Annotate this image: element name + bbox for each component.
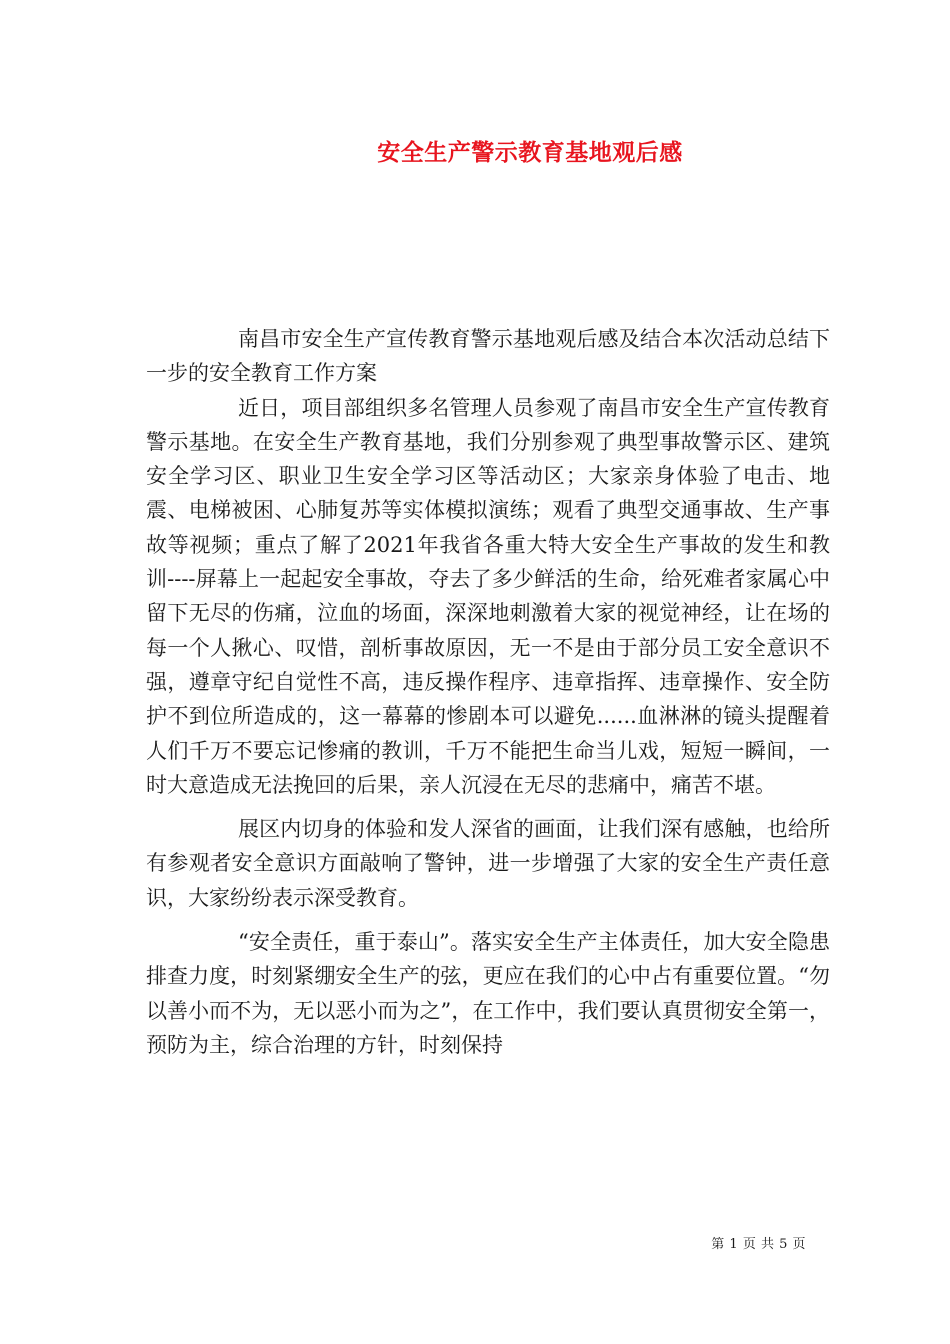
page-number-footer: 第 1 页 共 5 页 xyxy=(711,1237,806,1252)
paragraph-visit: 近日，项目部组织多名管理人员参观了南昌市安全生产宣传教育警示基地。在安全生产教育基地，我们分别参观了典型事故警示区、建筑安全学习区、职业卫生安全学习区等活动区；大家亲身体验了电击、地震、电梯被困、心肺复苏等实体模拟演练；观看了典型交通事故、生产事故等视频；重点了解了2021年我省各重大特大安全生产事故的发生和教训----屏幕上一起起安全事故，夺去了多少鲜活的生命，给死难者家属心中留下无尽的伤痛，泣血的场面，深深地刺激着大家的视觉神经，让在场的每一个人揪心、叹惜，剖析事故原因，无一不是由于部分员工安全意识不强，遵章守纪自觉性不高，违反操作程序、违章指挥、违章操作、安全防护不到位所造成的，这一幕幕的惨剧本可以避免......血淋淋的镜头提醒着人们千万不要忘记惨痛的教训，千万不能把生命当儿戏，短短一瞬间，一时大意造成无法挽回的后果，亲人沉浸在无尽的悲痛中，痛苦不堪。 xyxy=(146,395,830,797)
page-title: 安全生产警示教育基地观后感 xyxy=(377,139,683,166)
paragraph-responsibility: “安全责任，重于泰山”。落实安全生产主体责任，加大安全隐患排查力度，时刻紧绷安全生产的弦，更应在我们的心中占有重要位置。“勿以善小而不为，无以恶小而为之”，在工作中，我们要认真贯彻安全第一，预防为主，综合治理的方针，时刻保持 xyxy=(146,930,830,1057)
paragraph-reflection: 展区内切身的体验和发人深省的画面，让我们深有感触，也给所有参观者安全意识方面敲响了警钟，进一步增强了大家的安全生产责任意识，大家纷纷表示深受教育。 xyxy=(146,817,830,910)
document-body xyxy=(146,322,830,1062)
paragraph-intro: 南昌市安全生产宣传教育警示基地观后感及结合本次活动总结下一步的安全教育工作方案 xyxy=(146,327,830,386)
